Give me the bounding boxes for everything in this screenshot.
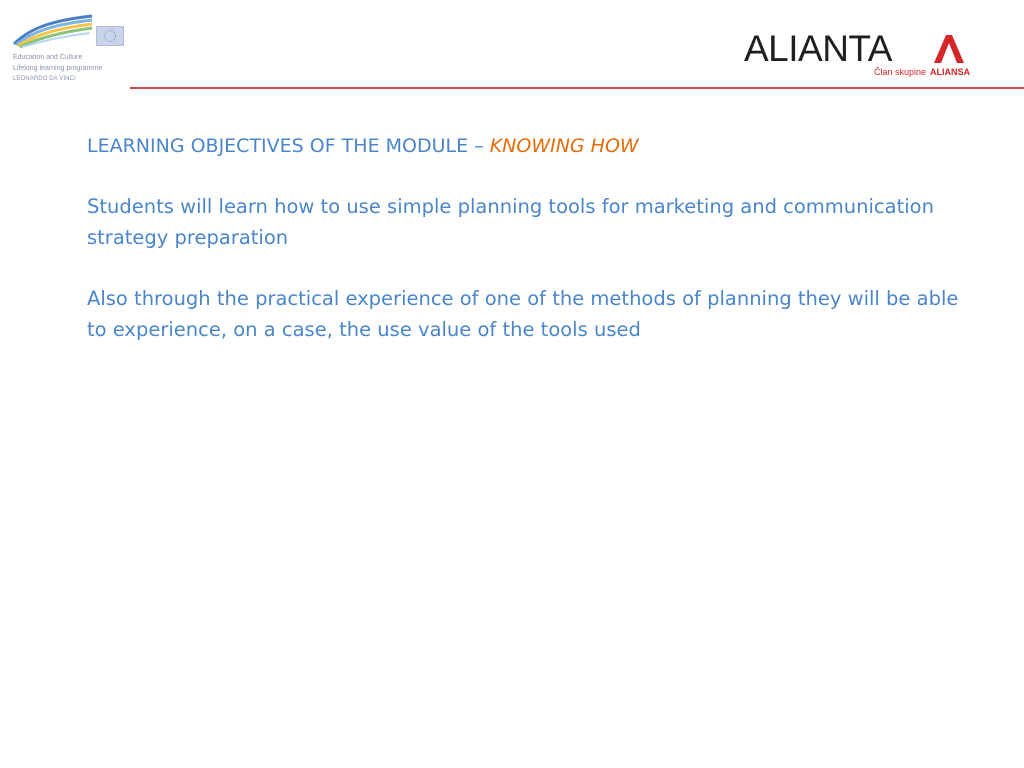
eu-flag-icon [96, 26, 124, 46]
alianta-wordmark: ALIANTA [744, 28, 892, 69]
eu-logo-line: Lifelong learning programme [13, 65, 103, 72]
eu-lifelong-learning-logo-icon [12, 14, 94, 48]
alianta-mark-icon [930, 32, 966, 64]
eu-logo-line: LEONARDO DA VINCI [13, 76, 76, 82]
heading-accent: KNOWING HOW [489, 135, 639, 157]
header-divider [130, 87, 1024, 89]
eu-lifelong-learning-logo [0, 0, 130, 90]
eu-logo-line: Education and Culture [13, 54, 83, 61]
alianta-subtitle [874, 66, 970, 78]
slide-heading [87, 131, 967, 161]
paragraph-practical-experience: Also through the practical experience of one of the methods of planning they will be able to experience, on a case, the use value of the tools used [87, 287, 959, 341]
alianta-group-name: ALIANSA [930, 67, 971, 77]
alianta-logo [744, 30, 984, 80]
heading-main: LEARNING OBJECTIVES OF THE MODULE – [87, 135, 484, 157]
eu-logo-text [13, 52, 102, 85]
alianta-subtitle-prefix: Član skupine [874, 67, 927, 77]
paragraph-students: Students will learn how to use simple planning tools for marketing and communication strategy preparation [87, 195, 934, 249]
slide-content [87, 131, 967, 345]
